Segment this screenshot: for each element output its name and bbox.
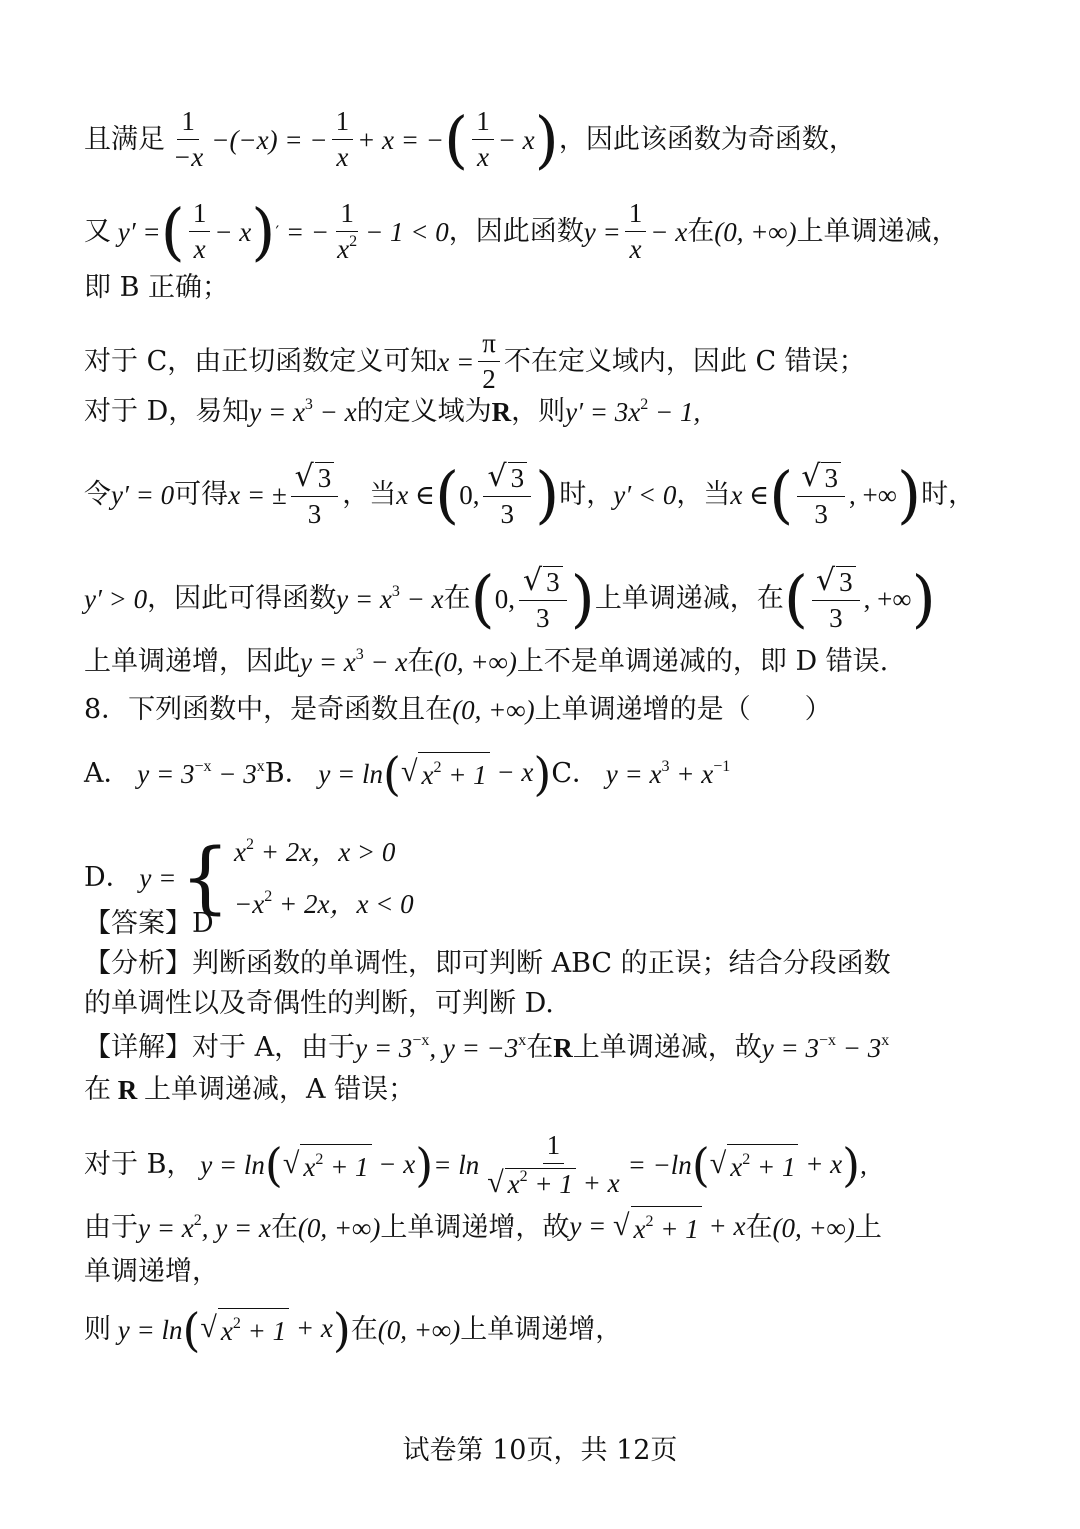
text-line-2: 又 y′ = ( $\frac{1}{x}$ − x ) ′ = − $\frac{1}{x^2}$ − 1 < 0 ，因此函数 y = $\frac{1}{x}$ − x 在 (0, +∞) 上单调递减， <box>84 194 959 268</box>
text: 在 <box>350 1313 378 1345</box>
text: 上单调递增，故 <box>380 1211 570 1243</box>
detail-line-b: 对于 B， y = ln ( √ $x^2 + 1$ − x ) = ln 1 √ $x^2 + 1$ + x = −ln ( √ $x^2 + 1$ + x ) , <box>84 1130 867 1199</box>
analysis-line-1 <box>84 944 1010 984</box>
text: 且满足 <box>84 123 165 155</box>
text: 由于 <box>84 1211 138 1243</box>
detail-line-since-2 <box>84 1252 1010 1292</box>
analysis-line-2 <box>84 984 1010 1024</box>
text: 上单调递减， <box>796 215 959 247</box>
text-line-8: 上单调递增，因此 $y = x^3 - x$ 在 (0, +∞) 上不是单调递减的，即 D 错误. <box>84 642 1010 682</box>
text: 上不是单调递减的，即 D 错误. <box>516 646 889 677</box>
text: 对于 D，易知 <box>84 396 250 427</box>
options-abc: A． $y = 3^{-x} - 3^x$ B． y = ln ( √ $x^2 + 1$ − x ) C． $y = x^3 + x^{-1}$ <box>84 746 731 801</box>
text: 的单调性以及奇偶性的判断，可判断 D. <box>84 988 554 1019</box>
text-line-4: 对于 C，由正切函数定义可知 x = $\frac{\pi}{2}$ 不在定义域内，因此 C 错误； <box>84 328 866 394</box>
text: ，当 <box>676 479 731 510</box>
text: ，因此可得函数 <box>147 583 337 614</box>
detail-line-1: 【详解】对于 A，由于 $y = 3^{-x}$, $y = -3^x$ 在 R 上单调递减，故 $y = 3^{-x} - 3^x$ <box>84 1028 1010 1068</box>
text: 【答案】D <box>84 908 214 939</box>
text: 在 <box>84 1074 111 1105</box>
text-line-3 <box>84 268 1010 308</box>
text: ，因此函数 <box>448 215 584 247</box>
text-line-1: 且满足 $\frac{1}{-x}$ −(−x) = − $\frac{1}{x}$ + x = − ( $\frac{1}{x}$ − x ) ，因此该函数为奇函数， <box>84 102 856 176</box>
text: 8．下列函数中，是奇函数且在 <box>84 694 453 725</box>
text: 【分析】判断函数的单调性，即可判断 ABC 的正误；结合分段函数 <box>84 948 891 979</box>
question-8: 8．下列函数中，是奇函数且在 (0, +∞) 上单调递增的是（ ） <box>84 690 1010 730</box>
text: 对于 C，由正切函数定义可知 <box>84 345 438 377</box>
text: 时， <box>921 479 976 510</box>
text: 上单调递增， <box>460 1313 623 1345</box>
text: ，因此该函数为奇函数， <box>558 123 856 155</box>
text: 上单调递减，A 错误； <box>144 1074 416 1105</box>
text: 对于 B， <box>84 1149 194 1180</box>
text: 在 <box>407 646 435 677</box>
option-c-label: C． <box>551 757 600 789</box>
option-b-label: B． <box>264 757 312 789</box>
option-d-label: D． <box>84 862 133 893</box>
text: 上单调递减，故 <box>572 1032 762 1063</box>
text-line-5: 对于 D，易知 $y = x^3 - x$ 的定义域为 R ，则 $y' = 3x^2 - 1$, <box>84 392 1010 432</box>
option-d: D． y = { $x^2 + 2x$，x > 0 $-x^2 + 2x$，x < 0 <box>84 833 414 923</box>
text: 可得 <box>174 479 229 510</box>
text: 在 <box>526 1032 554 1063</box>
text: 【详解】对于 A，由于 <box>84 1032 356 1063</box>
text: 不在定义域内，因此 C 错误； <box>503 345 866 377</box>
text: 在 <box>687 215 715 247</box>
detail-line-then: 则 y = ln ( √ $x^2 + 1$ + x ) 在 (0, +∞) 上单调递增， <box>84 1302 623 1357</box>
text: 上单调递减，在 <box>594 583 784 614</box>
text-line-7: y′ > 0 ，因此可得函数 $y = x^3 - x$ 在 ( 0, √ 3 3 ) 上单调递减，在 ( √ 3 3 , +∞ ) <box>84 562 936 635</box>
text: 令 <box>84 479 111 510</box>
detail-line-2: 在 R 上单调递减，A 错误； <box>84 1070 1010 1110</box>
answer-line <box>84 904 1010 944</box>
text: 上单调递增，因此 <box>84 646 300 677</box>
text: 在 <box>443 583 471 614</box>
text-line-6: 令 y′ = 0 可得 x = ± √ 3 3 ，当 x ∈ ( 0, √ 3 3 ) 时， y′ < 0 ，当 x ∈ ( √ 3 3 , +∞ ) 时， <box>84 458 976 531</box>
text: ，则 <box>511 396 566 427</box>
text: 在 <box>745 1211 773 1243</box>
text: 单调递增， <box>84 1256 219 1287</box>
text: 在 <box>270 1211 298 1243</box>
text: 则 <box>84 1313 111 1345</box>
text: 的定义域为 <box>356 396 492 427</box>
text: 上单调递增的是（ ） <box>534 694 832 725</box>
text: 又 <box>84 215 111 247</box>
text: 即 B 正确； <box>84 272 230 303</box>
detail-line-since: 由于 $y = x^2$, y = x 在 (0, +∞) 上单调递增，故 y = √ $x^2 + 1$ + x 在 (0, +∞) 上 <box>84 1206 1010 1249</box>
text: ，当 <box>342 479 397 510</box>
page-footer: 试卷第 10页，共 12页 <box>402 1435 678 1466</box>
text: 时， <box>559 479 614 510</box>
option-a-label: A． <box>84 757 131 789</box>
text: 上 <box>854 1211 882 1243</box>
